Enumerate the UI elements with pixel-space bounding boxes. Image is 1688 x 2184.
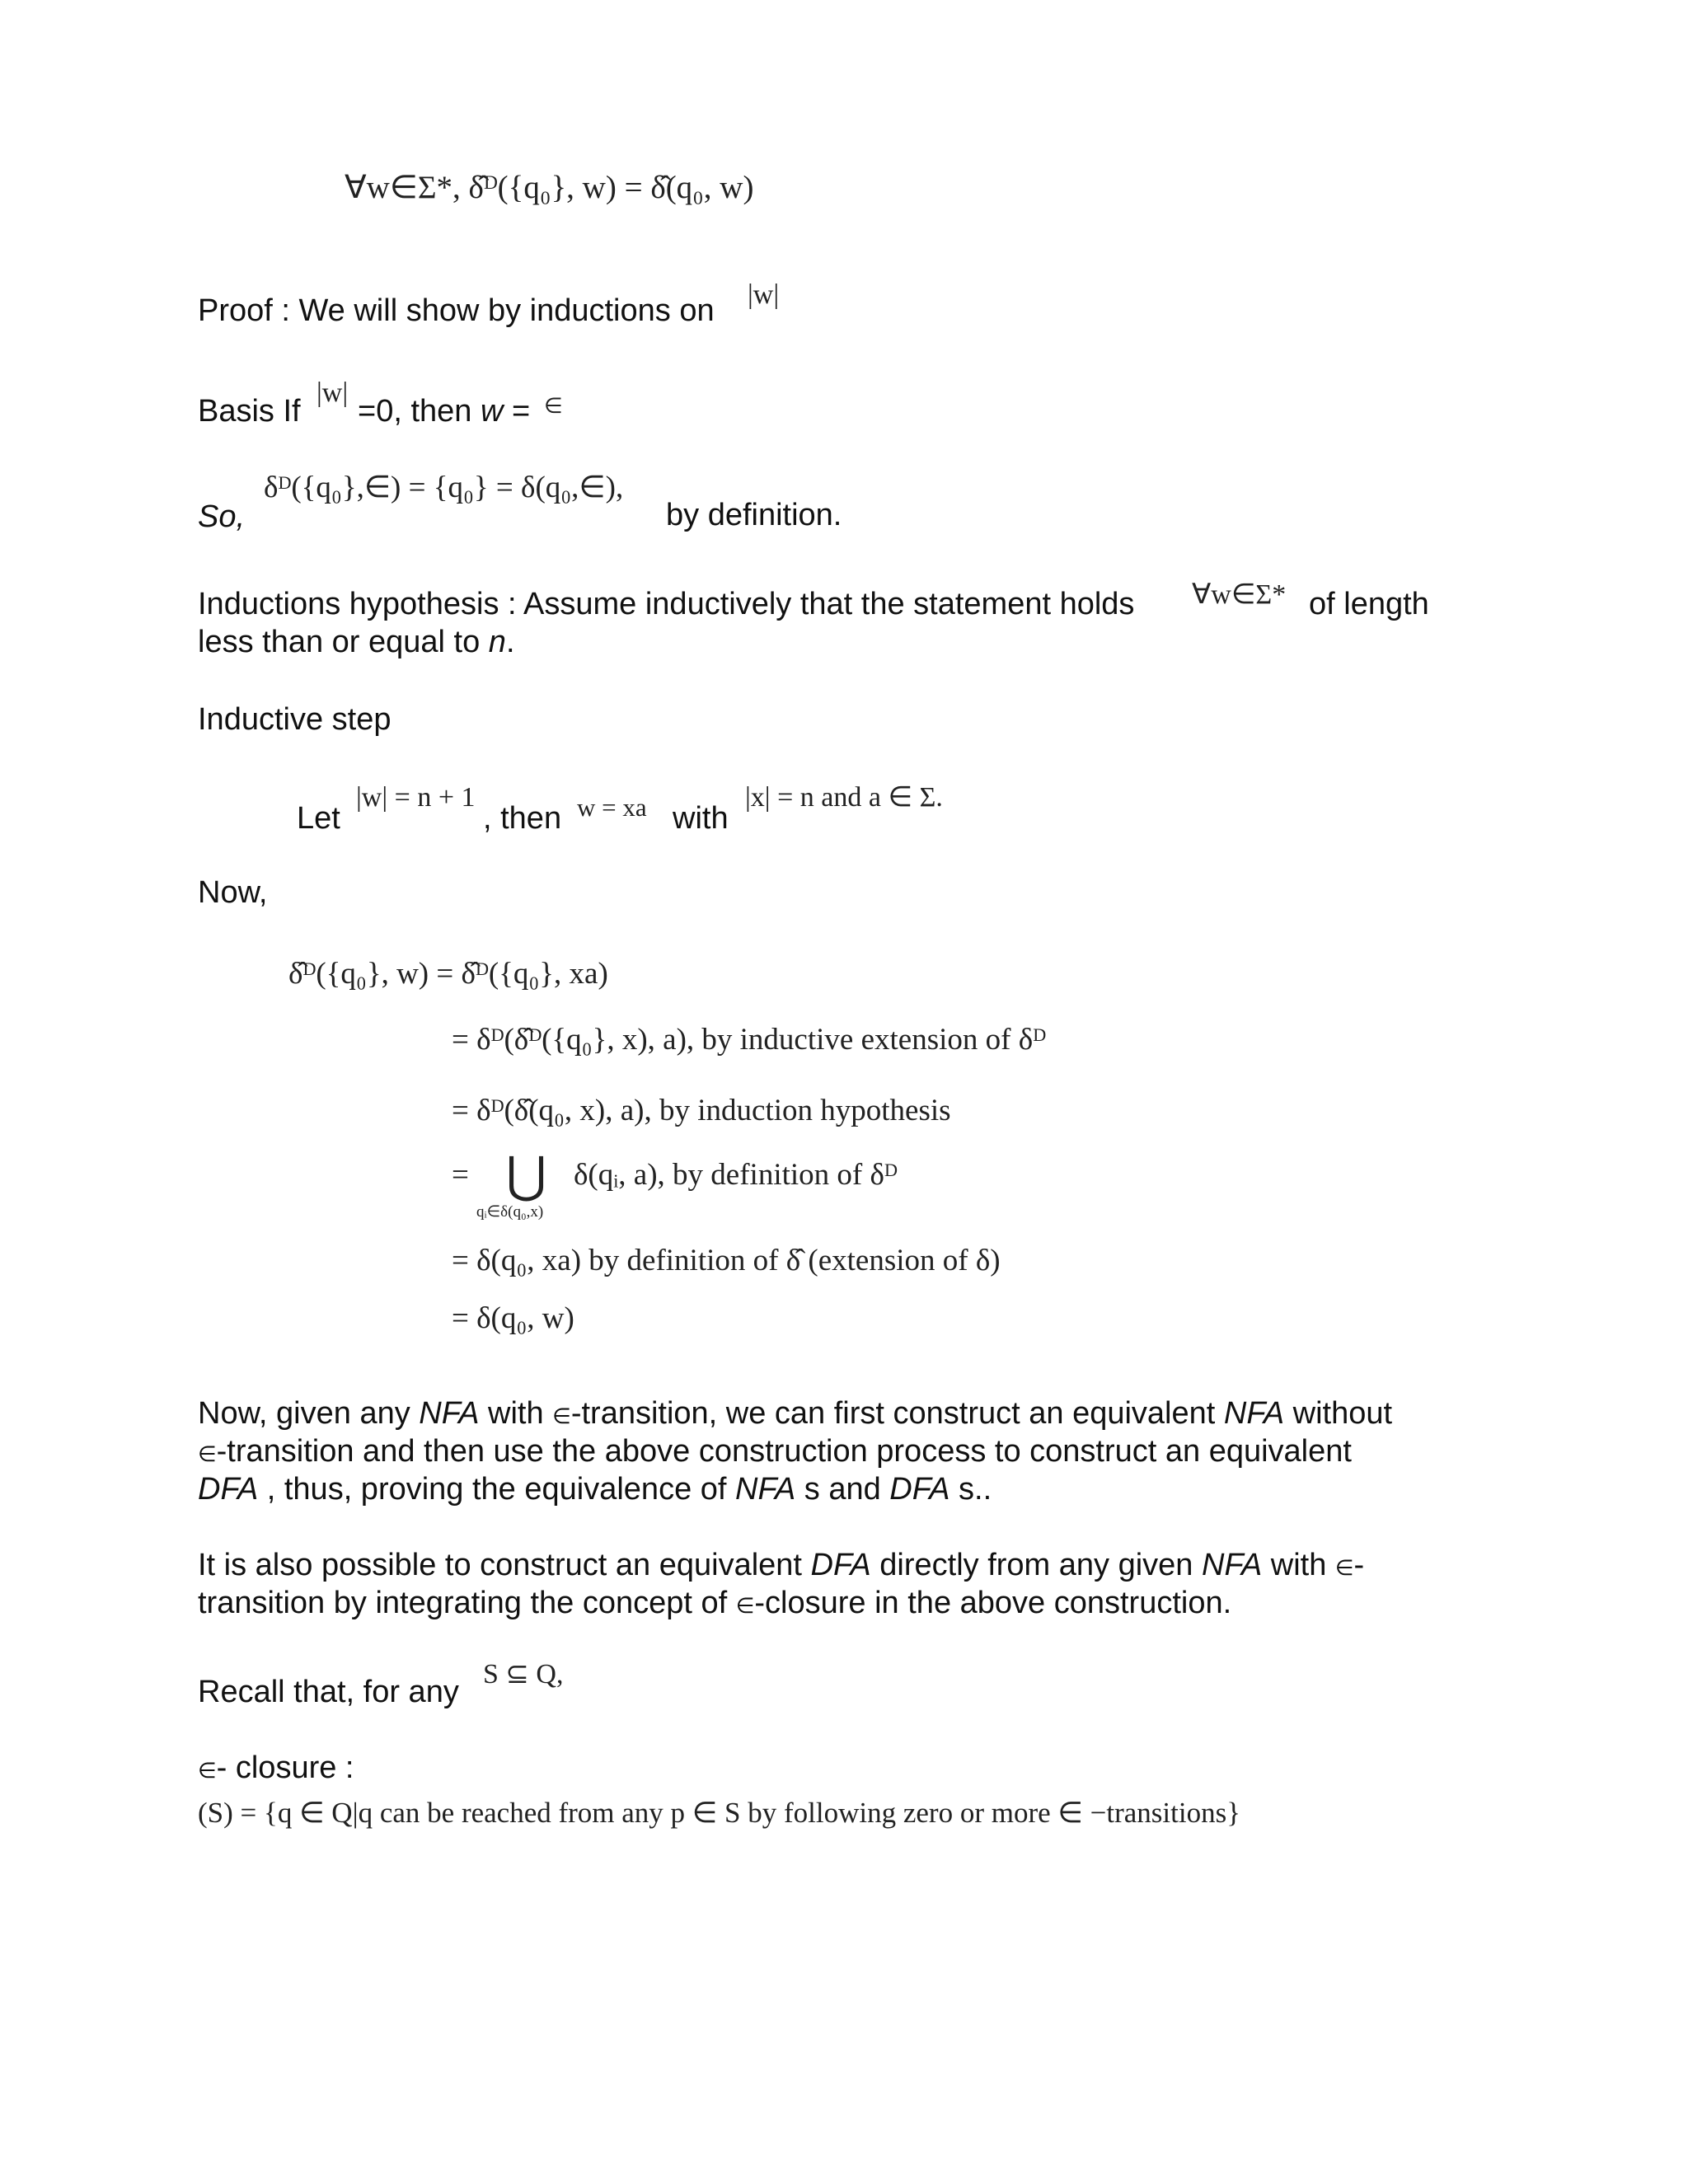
hypothesis-line1-end: of length bbox=[1309, 587, 1429, 621]
para1-s4: without bbox=[1292, 1396, 1393, 1431]
para1-line2 bbox=[198, 1432, 1352, 1473]
so-suffix: by definition. bbox=[666, 498, 842, 532]
union-eq: = bbox=[452, 1158, 469, 1192]
recall-text: Recall that, for any bbox=[198, 1675, 459, 1709]
para1-s6: , thus, proving the equivalence of bbox=[266, 1472, 727, 1507]
let-word: Let bbox=[297, 801, 340, 836]
derivation-line-2: = δᴰ(δ̂ᴰ({q₀}, x), a), by inductive extension of δᴰ bbox=[452, 1023, 1047, 1057]
para1-line1 bbox=[198, 1394, 1392, 1435]
now-label: Now, bbox=[198, 875, 268, 910]
derivation-line-3: = δᴰ(δ̂(q₀, x), a), by induction hypothesis bbox=[452, 1094, 951, 1127]
basis-eq: = bbox=[503, 394, 531, 429]
para1-s1: Now, given any bbox=[198, 1396, 410, 1431]
para2-line2 bbox=[198, 1584, 1231, 1624]
let-math3: |x| = n and a ∈ Σ. bbox=[745, 782, 943, 813]
hypothesis-line1: Inductions hypothesis : Assume inductively that the statement holds bbox=[198, 587, 1135, 621]
para1-eps1: ∈ bbox=[552, 1404, 571, 1428]
proof-intro-math: |w| bbox=[748, 279, 780, 310]
para2-s6: -closure in the above construction. bbox=[754, 1586, 1232, 1620]
basis-abs-w: |w| bbox=[316, 377, 349, 408]
para1-nfa3: NFA bbox=[735, 1472, 796, 1507]
closure-eps: ∈ bbox=[198, 1758, 217, 1783]
para1-line3 bbox=[198, 1470, 992, 1508]
basis-suffix-text: =0, then bbox=[358, 394, 472, 429]
hypothesis-line2-text: less than or equal to bbox=[198, 625, 481, 659]
para1-s7: s and bbox=[804, 1472, 881, 1507]
para2-s2: directly from any given bbox=[879, 1548, 1193, 1582]
let-math1: |w| = n + 1 bbox=[356, 782, 476, 813]
proof-intro bbox=[198, 292, 715, 330]
derivation-line-5: = δ(q₀, xa) by definition of δ̂ (extension of δ) bbox=[452, 1244, 1001, 1277]
para2-s5: transition by integrating the concept of bbox=[198, 1586, 728, 1620]
closure-label-line bbox=[198, 1749, 354, 1789]
derivation-line-4: δ(qᵢ, a), by definition of δᴰ bbox=[574, 1158, 898, 1192]
theorem-statement: ∀w∈Σ*, δ̂ᴰ({q₀}, w) = δ̂(q₀, w) bbox=[345, 170, 754, 205]
derivation-line-1: δ̂ᴰ({q₀}, w) = δ̂ᴰ({q₀}, xa) bbox=[288, 957, 608, 991]
para1-eps2: ∈ bbox=[198, 1441, 217, 1466]
let-with: with bbox=[673, 801, 729, 836]
basis-w: w bbox=[480, 394, 504, 429]
basis-suffix bbox=[358, 392, 530, 430]
so-label: So, bbox=[198, 499, 246, 534]
para1-s2: with bbox=[488, 1396, 544, 1431]
para2-s4: - bbox=[1353, 1548, 1365, 1582]
para2-dfa: DFA bbox=[810, 1548, 871, 1582]
proof-intro-text: Proof : We will show by inductions on bbox=[198, 293, 715, 328]
para1-nfa1: NFA bbox=[419, 1396, 480, 1431]
hypothesis-math: ∀w∈Σ* bbox=[1192, 579, 1287, 610]
union-symbol: ⋃ bbox=[506, 1146, 547, 1204]
para1-nfa2: NFA bbox=[1223, 1396, 1285, 1431]
hypothesis-n: n bbox=[488, 625, 506, 659]
para2-s1: It is also possible to construct an equivalent bbox=[198, 1548, 802, 1582]
basis-prefix: Basis If bbox=[198, 394, 301, 429]
para1-s3: -transition, we can first construct an equivalent bbox=[570, 1396, 1216, 1431]
hypothesis-period: . bbox=[505, 625, 515, 659]
inductive-step-heading: Inductive step bbox=[198, 702, 392, 737]
para2-nfa: NFA bbox=[1202, 1548, 1263, 1582]
para2-line1 bbox=[198, 1546, 1364, 1586]
para2-s3: with bbox=[1270, 1548, 1327, 1582]
recall-math: S ⊆ Q, bbox=[483, 1659, 564, 1690]
hypothesis-line2 bbox=[198, 623, 515, 661]
para1-s5: -transition and then use the above construction process to construct an equivalent bbox=[216, 1434, 1352, 1469]
let-math2: w = xa bbox=[577, 793, 647, 822]
so-math: δᴰ({q₀},∈) = {q₀} = δ(q₀,∈), bbox=[264, 471, 624, 504]
para2-eps1: ∈ bbox=[1334, 1555, 1354, 1580]
union-subscript: qᵢ∈δ(q₀,x) bbox=[476, 1203, 544, 1221]
derivation-line-6: = δ(q₀, w) bbox=[452, 1301, 574, 1335]
basis-epsilon: ∈ bbox=[544, 394, 563, 419]
let-then: , then bbox=[483, 801, 562, 836]
closure-label: - closure : bbox=[216, 1750, 354, 1785]
para2-eps2: ∈ bbox=[735, 1593, 755, 1618]
para1-dfa1: DFA bbox=[198, 1472, 259, 1507]
para1-dfa2: DFA bbox=[889, 1472, 950, 1507]
closure-definition: (S) = {q ∈ Q|q can be reached from any p ∈ S by following zero or more ∈ −transitions} bbox=[198, 1797, 1241, 1829]
para1-s8: s.. bbox=[959, 1472, 992, 1507]
